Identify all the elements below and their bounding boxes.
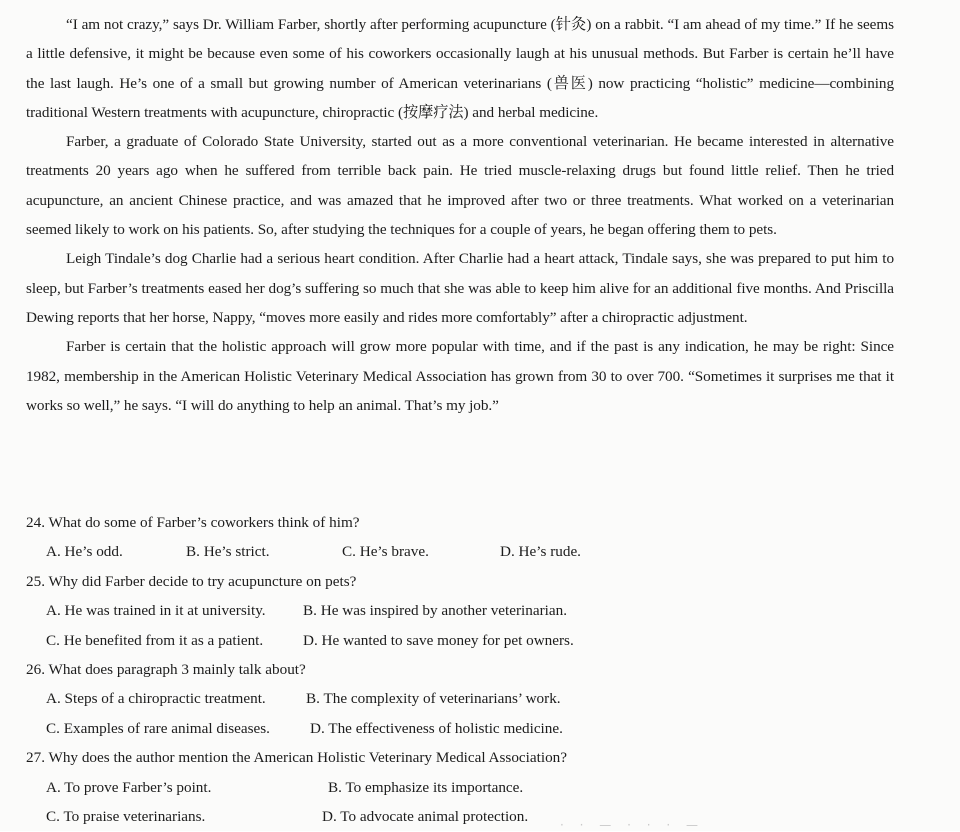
option-row	[26, 802, 906, 831]
question-27	[26, 743, 906, 831]
option-c: C. He’s brave.	[342, 543, 429, 561]
option-c: C. He benefited from it as a patient.	[46, 631, 264, 649]
option-d: D. He wanted to save money for pet owners.	[303, 631, 574, 649]
passage-paragraph-3: Leigh Tindale’s dog Charlie had a serious heart condition. After Charlie had a heart attack, Tindale says, she was prepared to put him to sleep, but Farber’s treatments eased her dog’s suffering so much that she was able to keep him alive for an additional five months. And Priscilla Dewing reports that her horse, Nappy, “moves more easily and rides more comfortably” after a chiropractic adjustment.	[26, 250, 894, 326]
option-a: A. Steps of a chiropractic treatment.	[46, 690, 266, 708]
option-row	[26, 684, 906, 713]
option-b: B. He’s strict.	[186, 543, 270, 561]
question-stem: 24. What do some of Farber’s coworkers think of him?	[26, 514, 360, 531]
option-a: A. He was trained in it at university.	[46, 602, 266, 620]
passage-paragraph-1: “I am not crazy,” says Dr. William Farber, shortly after performing acupuncture (针灸) on a rabbit. “I am ahead of my time.” If he seems a little defensive, it might be because even some of his coworkers occasionally laugh at his unusual methods. But Farber is certain he’ll have the last laugh. He’s one of a small but growing number of American veterinarians (兽医) now practicing “holistic” medicine—combining traditional Western treatments with acupuncture, chiropractic (按摩疗法) and herbal medicine.	[26, 16, 894, 121]
faded-watermark-mark: · · — · · · —	[560, 818, 704, 832]
option-a: A. He’s odd.	[46, 543, 123, 561]
passage-paragraph-4: Farber is certain that the holistic approach will grow more popular with time, and if the past is any indication, he may be right: Since 1982, membership in the American Holistic Veterinary Medical Association has grown from 30 to over 700. “Sometimes it surprises me that it works so well,” he says. “I will do anything to help an animal. That’s my job.”	[26, 338, 894, 414]
option-d: D. He’s rude.	[500, 543, 581, 561]
question-26	[26, 655, 906, 743]
option-c: C. To praise veterinarians.	[46, 807, 206, 825]
option-d: D. To advocate animal protection.	[322, 807, 529, 825]
question-25	[26, 567, 906, 655]
question-24	[26, 508, 906, 567]
option-a: A. To prove Farber’s point.	[46, 778, 212, 796]
option-row	[26, 537, 906, 566]
option-row	[26, 596, 906, 625]
option-row	[26, 714, 906, 743]
option-row	[26, 773, 906, 802]
option-b: B. To emphasize its importance.	[328, 778, 524, 796]
option-b: B. The complexity of veterinarians’ work.	[306, 690, 561, 708]
option-row	[26, 626, 906, 655]
option-b: B. He was inspired by another veterinarian.	[303, 602, 568, 620]
question-list	[26, 508, 906, 831]
passage-paragraph-2: Farber, a graduate of Colorado State University, started out as a more conventional veterinarian. He became interested in alternative treatments 20 years ago when he suffered from terrible back pain. He tried muscle-relaxing drugs but found little relief. Then he tried acupuncture, an ancient Chinese practice, and was amazed that he improved after two or three treatments. What worked on a veterinarian seemed likely to work on his patients. So, after studying the techniques for a couple of years, he began offering them to pets.	[26, 133, 894, 239]
question-stem: 26. What does paragraph 3 mainly talk about?	[26, 660, 306, 678]
question-stem: 27. Why does the author mention the American Holistic Veterinary Medical Association?	[26, 749, 567, 767]
question-stem: 25. Why did Farber decide to try acupuncture on pets?	[26, 572, 357, 590]
option-d: D. The effectiveness of holistic medicine.	[310, 719, 563, 737]
option-c: C. Examples of rare animal diseases.	[46, 719, 270, 737]
reading-passage	[26, 10, 894, 420]
